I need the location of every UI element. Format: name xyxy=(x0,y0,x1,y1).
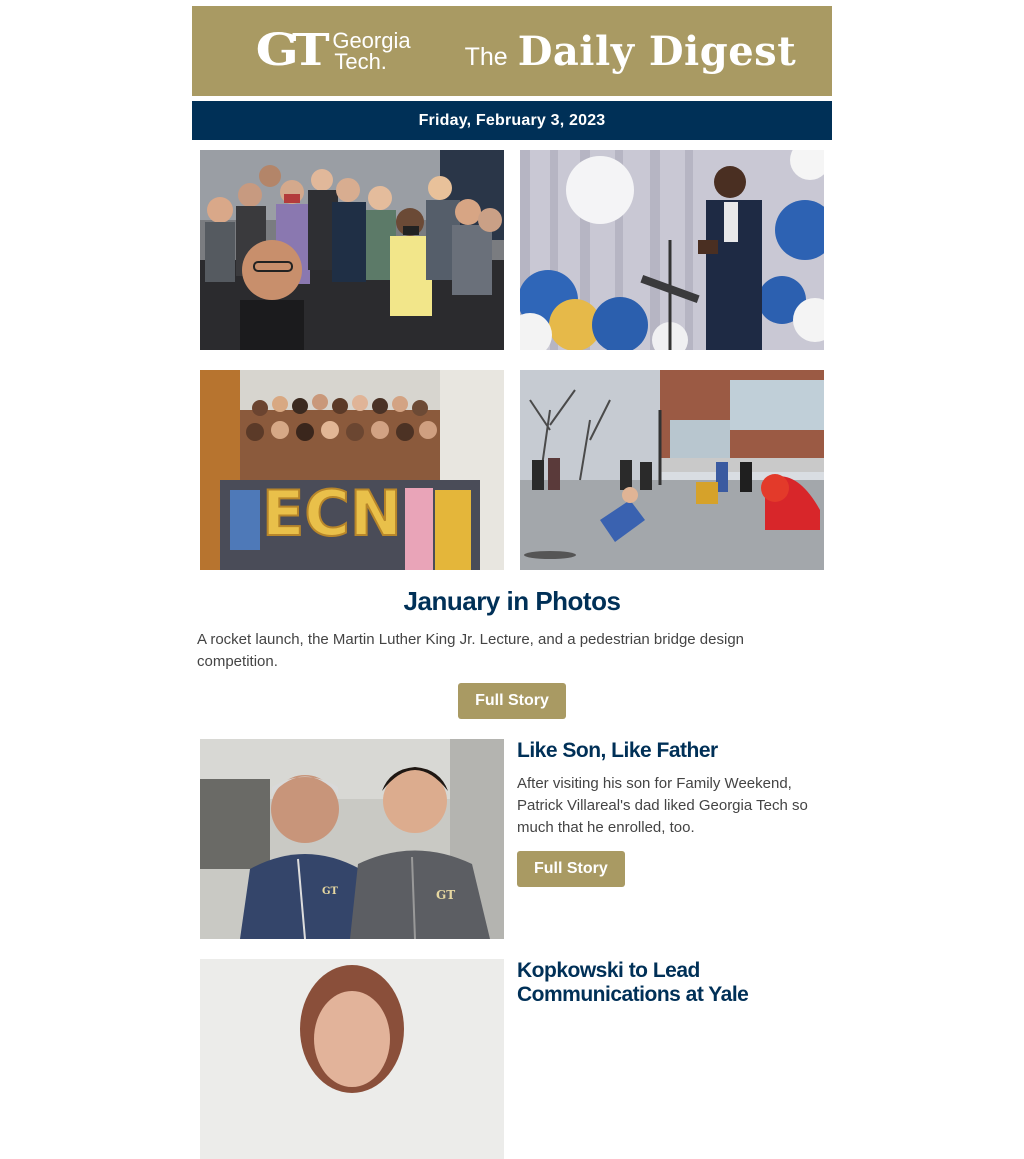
feature-button-row xyxy=(192,683,832,719)
svg-text:GT: GT xyxy=(322,886,338,897)
logo-line-2: Tech. xyxy=(334,49,387,74)
photo-ecn-group-with-gold-balloons[interactable] xyxy=(200,370,504,570)
feature-description: A rocket launch, the Martin Luther King Jr. Lecture, and a pedestrian bridge design competition. xyxy=(197,631,745,670)
story-kopkowski-yale xyxy=(192,959,832,1159)
logo-line-1: Georgia xyxy=(332,28,411,53)
photo-lion-dance-on-plaza[interactable] xyxy=(520,370,824,570)
issue-date: Friday, February 3, 2023 xyxy=(418,111,606,129)
photo-speaker-with-balloons[interactable] xyxy=(520,150,824,350)
story-headline[interactable]: Like Son, Like Father xyxy=(517,739,718,762)
newsletter-title xyxy=(465,28,797,75)
photo-father-and-son[interactable] xyxy=(200,739,504,939)
svg-text:GT: GT xyxy=(436,888,456,902)
story-body xyxy=(517,739,822,887)
georgia-tech-logo[interactable] xyxy=(255,25,411,76)
story-body xyxy=(517,959,822,1007)
svg-text:ECN: ECN xyxy=(262,477,402,550)
title-main: Daily Digest xyxy=(517,27,797,75)
date-bar xyxy=(192,101,832,140)
story-description: After visiting his son for Family Weekend, Patrick Villareal's dad liked Georgia Tech so much that he enrolled, too. xyxy=(517,775,808,836)
masthead xyxy=(192,6,832,101)
story-full-story-button[interactable]: Full Story xyxy=(517,851,625,887)
story-headline[interactable]: Kopkowski to Lead Communications at Yale xyxy=(517,959,749,1006)
newsletter xyxy=(192,6,832,1159)
feature-full-story-button[interactable]: Full Story xyxy=(458,683,566,719)
story-like-son-like-father xyxy=(192,739,832,939)
photo-grid xyxy=(192,140,832,570)
photo-kopkowski-portrait[interactable] xyxy=(200,959,504,1159)
photo-student-group-selfie[interactable] xyxy=(200,150,504,350)
title-prefix: The xyxy=(464,42,508,71)
gt-logo-mark: GT xyxy=(255,25,323,76)
logo-wordmark xyxy=(332,30,410,72)
feature-headline[interactable]: January in Photos xyxy=(403,586,621,616)
